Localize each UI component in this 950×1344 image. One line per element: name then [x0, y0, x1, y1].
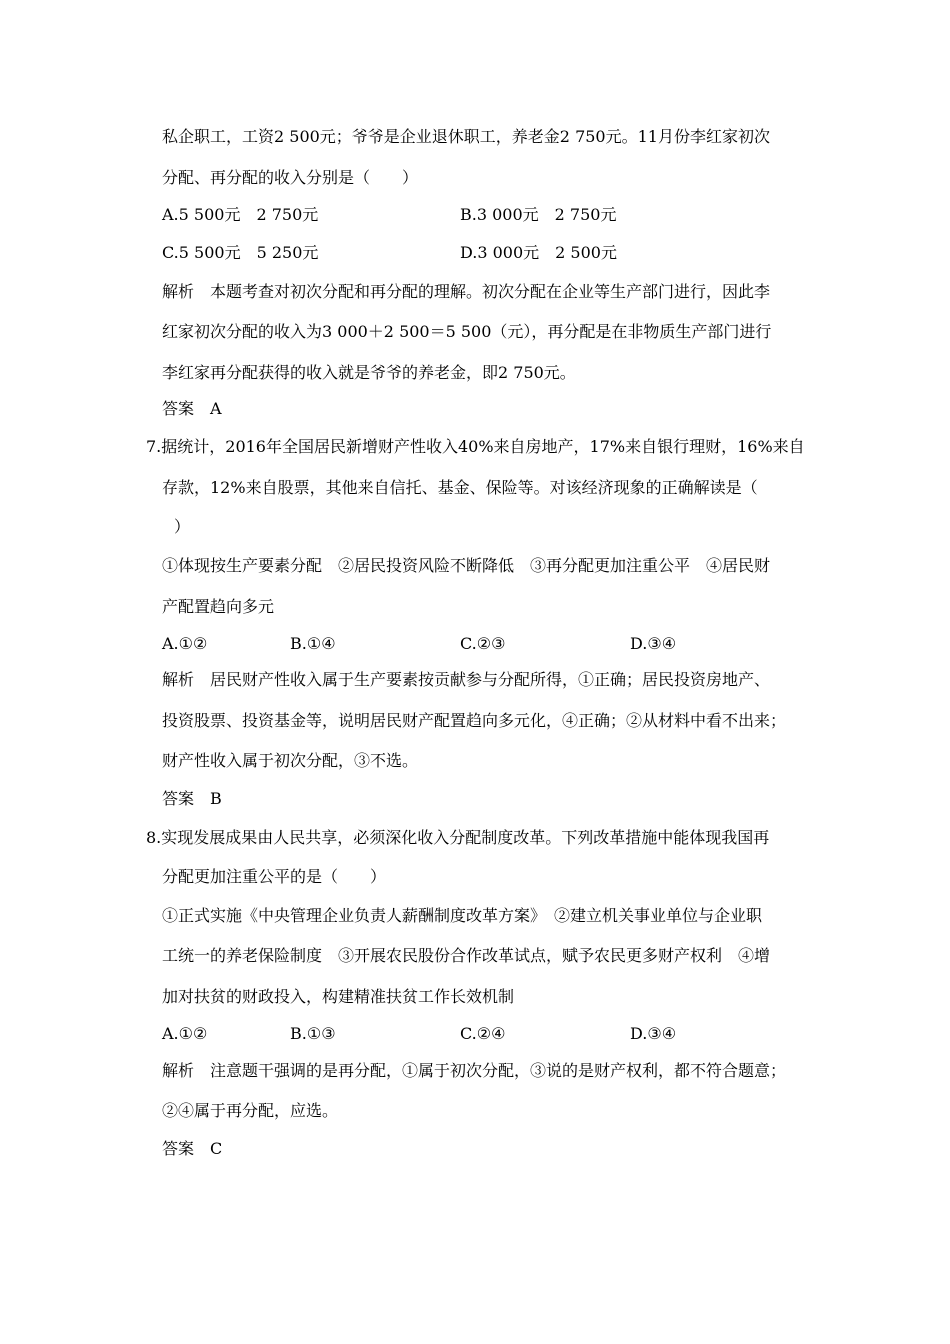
q6-analysis-line-2: 红家初次分配的收入为3 000＋2 500＝5 500（元），再分配是在非物质生产部门进行 [162, 322, 772, 341]
q7-option-a: A.①② [162, 634, 208, 653]
q7-option-d: D.③④ [630, 634, 677, 653]
q7-option-c: C.②③ [460, 634, 506, 653]
q7-option-b: B.①④ [290, 634, 336, 653]
q8-option-c: C.②④ [460, 1024, 506, 1043]
q6-option-a: A.5 500元 2 750元 [162, 205, 319, 224]
q8-stem-line-1: 8.实现发展成果由人民共享，必须深化收入分配制度改革。下列改革措施中能体现我国再 [146, 828, 770, 847]
q7-items-line-2: 产配置趋向多元 [162, 597, 275, 616]
q8-answer: 答案 C [162, 1139, 223, 1158]
q8-stem-line-2: 分配更加注重公平的是（ ） [162, 867, 387, 886]
q8-items-line-2: 工统一的养老保险制度 ③开展农民股份合作改革试点，赋予农民更多财产权利 ④增 [162, 946, 771, 965]
q7-items-line-1: ①体现按生产要素分配 ②居民投资风险不断降低 ③再分配更加注重公平 ④居民财 [162, 556, 771, 575]
q6-option-b: B.3 000元 2 750元 [460, 205, 617, 224]
q7-analysis-line-3: 财产性收入属于初次分配，③不选。 [162, 751, 419, 770]
q7-analysis-line-1: 解析 居民财产性收入属于生产要素按贡献参与分配所得，①正确；居民投资房地产、 [162, 670, 771, 689]
q6-analysis-line-1: 解析 本题考查对初次分配和再分配的理解。初次分配在企业等生产部门进行，因此李 [162, 282, 771, 301]
q6-option-c: C.5 500元 5 250元 [162, 243, 319, 262]
q8-items-line-3: 加对扶贫的财政投入，构建精准扶贫工作长效机制 [162, 987, 515, 1006]
q7-stem-line-2: 存款，12%来自股票，其他来自信托、基金、保险等。对该经济现象的正确解读是（ [162, 478, 758, 497]
q7-stem-line-3: ） [174, 517, 191, 536]
q8-analysis-line-2: ②④属于再分配，应选。 [162, 1101, 339, 1120]
q7-answer: 答案 B [162, 789, 222, 808]
q8-option-d: D.③④ [630, 1024, 677, 1043]
q6-answer: 答案 A [162, 399, 222, 418]
q8-option-b: B.①③ [290, 1024, 336, 1043]
q8-option-a: A.①② [162, 1024, 208, 1043]
q6-option-d: D.3 000元 2 500元 [460, 243, 617, 262]
q8-items-line-1: ①正式实施《中央管理企业负责人薪酬制度改革方案》 ②建立机关事业单位与企业职 [162, 906, 763, 925]
q6-analysis-line-3: 李红家再分配获得的收入就是爷爷的养老金，即2 750元。 [162, 363, 576, 382]
q6-stem-line-2: 分配、再分配的收入分别是（ ） [162, 168, 419, 187]
q8-analysis-line-1: 解析 注意题干强调的是再分配，①属于初次分配，③说的是财产权利，都不符合题意； [162, 1061, 787, 1080]
q7-stem-line-1: 7.据统计，2016年全国居民新增财产性收入40%来自房地产，17%来自银行理财，16%来自 [146, 437, 805, 456]
q7-analysis-line-2: 投资股票、投资基金等，说明居民财产配置趋向多元化，④正确；②从材料中看不出来； [162, 711, 787, 730]
q6-stem-line-1: 私企职工，工资2 500元；爷爷是企业退休职工，养老金2 750元。11月份李红家初次 [162, 127, 770, 146]
